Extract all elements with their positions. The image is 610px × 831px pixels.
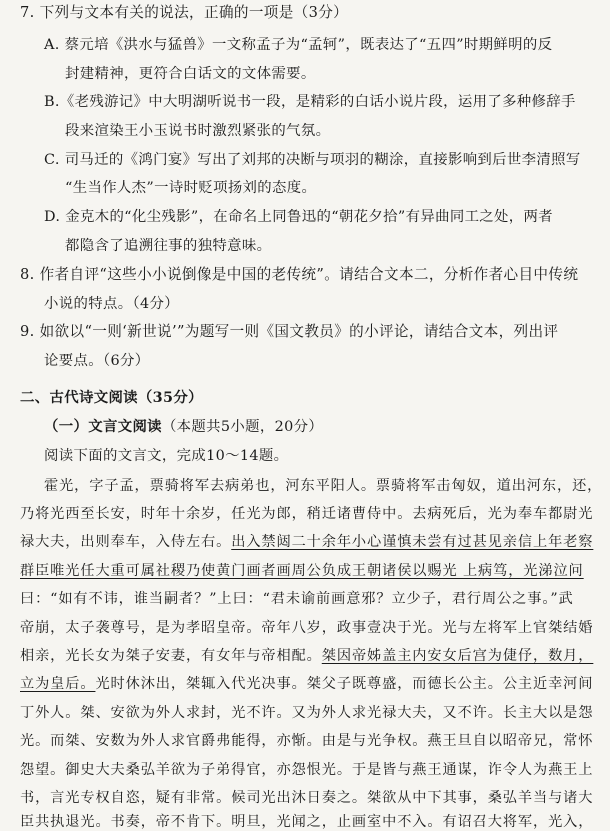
passage-line-7 — [20, 647, 593, 665]
reading-instruction: 阅读下面的文言文，完成10～14题。 — [44, 448, 289, 464]
question-8-line-2: 小说的特点。（4分） — [44, 296, 179, 312]
passage-line-3 — [20, 533, 593, 551]
option-b-line-1: B.《老残游记》中大明湖听说书一段，是精彩的白话小说片段，运用了多种修辞手 — [44, 94, 576, 110]
option-d-line-1: D. 金克木的“化尘残影”，在命名上同鲁迅的“朝花夕拾”有异曲同工之处，两者 — [44, 209, 554, 225]
passage-line-6: 帝崩，太子袭尊号，是为孝昭皇帝。帝年八岁，政事壹决于光。光与左将军上官桀结婚 — [20, 620, 594, 636]
passage-line-13: 臣共执退光。书奏，帝不肯下。明旦，光闻之，止画室中不入。有诏召大将军，光入， — [20, 814, 594, 830]
passage-line-10: 光。而桀、安数为外人求官爵弗能得，亦惭。由是与光争权。燕王旦自以昭帝兄，常怀 — [20, 733, 594, 749]
passage-line-7-plain: 相亲，光长女为桀子安妻，有女年与帝相配。 — [20, 648, 322, 664]
passage-underlined-2: 桀因帝姊盖主内安女后宫为倢伃，数月， — [321, 648, 594, 664]
passage-line-4: 群臣唯光任大重可属社稷乃使黄门画者画周公负成王朝诸侯以赐光 上病笃，光涕泣问 — [20, 563, 584, 579]
question-9-line-1: 9. 如欲以“一则‘新世说’”为题写一则《国文教员》的小评论，请结合文本，列出评 — [20, 323, 559, 340]
passage-line-11: 怨望。御史大夫桑弘羊欲为子弟得官，亦怨恨光。于是皆与燕王通谋，诈令人为燕王上 — [20, 762, 594, 778]
sub-heading-note: （本题共5小题，20分） — [161, 419, 324, 435]
passage-line-3-plain: 禄大夫，出则奉车，入侍左右。 — [20, 534, 232, 550]
sub-heading-label: （一）文言文阅读 — [44, 418, 162, 435]
question-7-stem: 7. 下列与文本有关的说法，正确的一项是（3分） — [20, 4, 349, 21]
passage-line-5: 曰：“如有不讳，谁当嗣者？”上曰：“君未谕前画意邪？立少子，君行周公之事。”武 — [20, 591, 574, 607]
passage-line-12: 书，言光专权自恣，疑有非常。候司光出沐日奏之。桀欲从中下其事，桑弘羊当与诸大 — [20, 790, 594, 806]
option-c-line-2: “生当作人杰”一诗时贬项扬刘的态度。 — [65, 180, 317, 196]
section-heading: 二、古代诗文阅读（35分） — [20, 389, 203, 406]
question-9-line-2: 论要点。（6分） — [44, 353, 150, 369]
sub-heading — [44, 418, 323, 436]
passage-line-8-end: 桀父子既尊盛，而德长公主。公主近幸河间 — [306, 676, 594, 692]
option-a-line-1: A. 蔡元培《洪水与猛兽》一文称孟子为“孟轲”，既表达了“五四”时期鲜明的反 — [44, 37, 553, 53]
option-d-line-2: 都隐含了追溯往事的独特意味。 — [65, 238, 272, 254]
passage-underlined-3: 立为皇后。 — [20, 676, 96, 692]
passage-line-8-mid: 光时休沐出，桀辄入代光决事。 — [95, 676, 307, 692]
passage-line-8 — [20, 675, 593, 693]
passage-line-9: 丁外人。桀、安欲为外人求封，光不许。又为外人求光禄大夫，又不许。长主大以是怨 — [20, 705, 594, 721]
option-c-line-1: C. 司马迁的《鸿门宴》写出了刘邦的决断与项羽的糊涂，直接影响到后世李清照写 — [44, 152, 581, 168]
passage-underlined-1: 出入禁闼二十余年小心谨慎未尝有过甚见亲信上年老察 — [231, 534, 594, 550]
option-a-line-2: 封建精神，更符合白话文的文体需要。 — [65, 66, 316, 82]
passage-line-2: 乃将光西至长安，时年十余岁，任光为郎，稍迁诸曹侍中。去病死后，光为奉车都尉光 — [20, 506, 594, 522]
question-8-line-1: 8. 作者自评“这些小小说倒像是中国的老传统”。请结合文本二，分析作者心目中传统 — [20, 266, 579, 283]
passage-line-1: 霍光，字子孟，票骑将军去病弟也，河东平阳人。票骑将军击匈奴，道出河东，还， — [44, 478, 603, 494]
option-b-line-2: 段来渲染王小玉说书时激烈紧张的气氛。 — [65, 123, 331, 139]
